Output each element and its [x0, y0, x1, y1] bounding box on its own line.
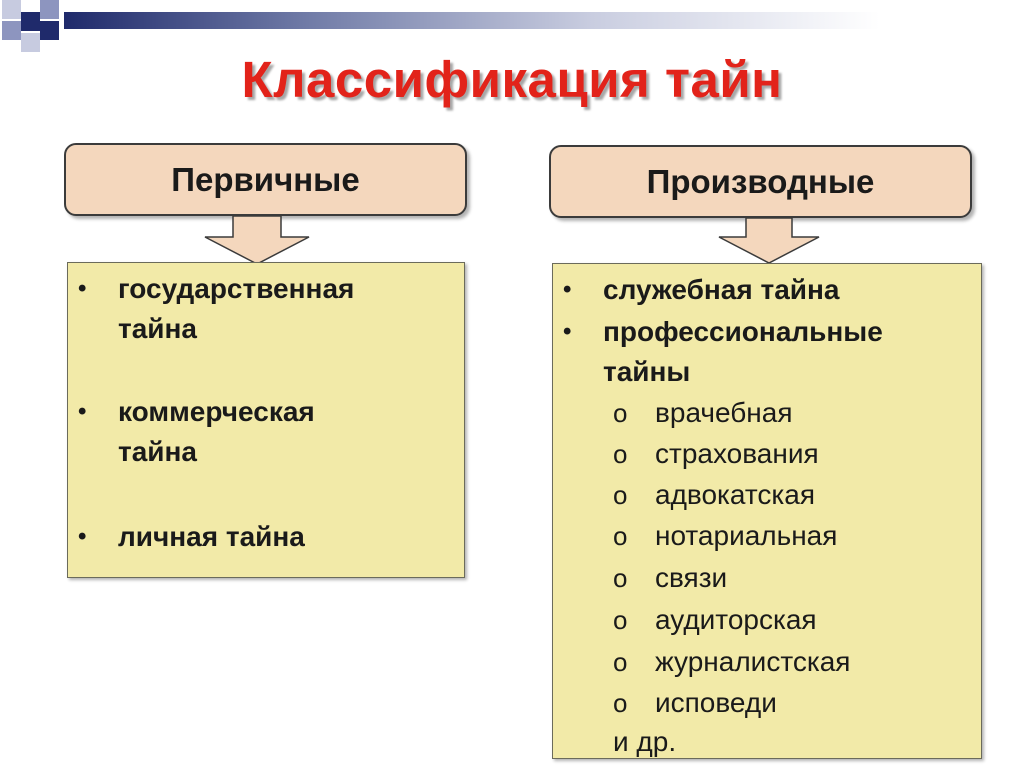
- list-item-line: личная тайна: [118, 521, 305, 552]
- sub-item: исповеди: [655, 687, 777, 718]
- sub-item: нотариальная: [655, 520, 838, 551]
- list-item-line: профессиональные: [603, 316, 883, 347]
- list-item-line: тайна: [118, 436, 197, 467]
- list-item: [118, 517, 305, 557]
- circle-bullet-icon: o: [613, 688, 628, 718]
- primary-list: [67, 262, 465, 578]
- sub-item: журналистская: [655, 646, 851, 677]
- primary-header: [64, 143, 467, 216]
- deco-square: [2, 21, 21, 40]
- sub-item: аудиторская: [655, 604, 817, 635]
- list-item: [603, 312, 883, 392]
- deco-square: [2, 0, 21, 19]
- sub-item: врачебная: [655, 397, 793, 428]
- deco-square: [40, 21, 59, 40]
- list-item: [118, 392, 315, 472]
- derived-header: [549, 145, 972, 218]
- deco-square: [40, 0, 59, 19]
- bullet-icon: •: [563, 318, 572, 345]
- down-arrow-icon: [717, 217, 821, 264]
- bullet-icon: •: [563, 276, 572, 303]
- derived-list: [552, 263, 982, 759]
- list-item-line: служебная тайна: [603, 274, 840, 305]
- circle-bullet-icon: o: [613, 647, 628, 677]
- circle-bullet-icon: o: [613, 398, 628, 428]
- top-gradient-bar: [64, 12, 1024, 29]
- sub-item: страхования: [655, 438, 819, 469]
- list-item-line: тайны: [603, 356, 691, 387]
- circle-bullet-icon: o: [613, 563, 628, 593]
- circle-bullet-icon: o: [613, 439, 628, 469]
- circle-bullet-icon: o: [613, 521, 628, 551]
- bullet-icon: •: [78, 275, 87, 302]
- bullet-icon: •: [78, 398, 87, 425]
- derived-header-label: Производные: [646, 162, 875, 200]
- down-arrow-icon: [203, 215, 311, 265]
- list-item-line: государственная: [118, 273, 355, 304]
- list-item: [603, 270, 839, 310]
- circle-bullet-icon: o: [613, 480, 628, 510]
- sub-item: адвокатская: [655, 479, 815, 510]
- bullet-icon: •: [78, 523, 87, 550]
- slide-title: Классификация тайн: [241, 51, 783, 108]
- etc-label: и др.: [613, 726, 677, 757]
- primary-header-label: Первичные: [171, 160, 360, 198]
- list-item-line: коммерческая: [118, 396, 315, 427]
- list-item: [118, 269, 354, 349]
- deco-square: [21, 12, 40, 31]
- list-item-line: тайна: [118, 313, 197, 344]
- sub-item: связи: [655, 562, 728, 593]
- circle-bullet-icon: o: [613, 605, 628, 635]
